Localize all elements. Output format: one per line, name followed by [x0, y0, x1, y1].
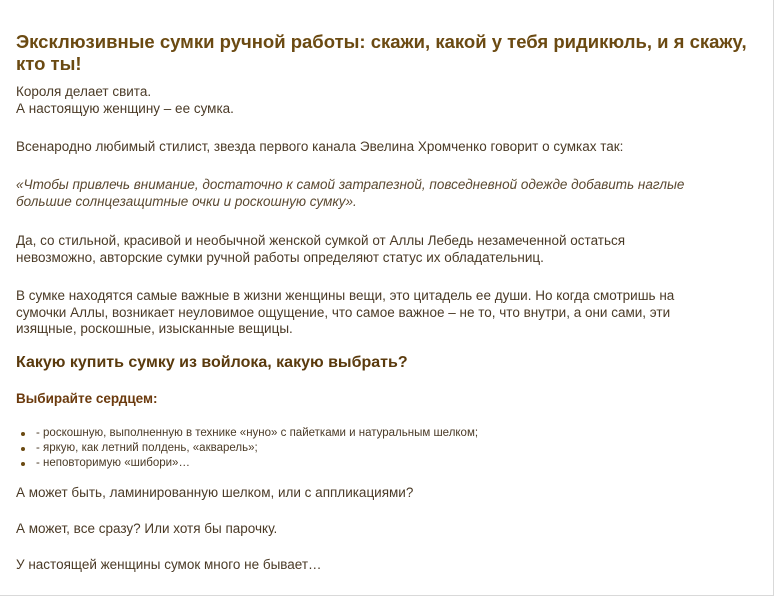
list-item-text: - неповторимую «шибори»… [36, 457, 190, 469]
subheading-which-bag: Какую купить сумку из войлока, какую выбрать? [16, 354, 408, 371]
bag-options-list [16, 426, 478, 471]
bullet-icon [21, 462, 25, 466]
intro-line-1: Короля делает свита. [16, 84, 152, 99]
article-title: Эксклюзивные сумки ручной работы: скажи, какой у тебя ридикюль, и я скажу, кто ты! [16, 31, 747, 74]
list-item [16, 426, 478, 441]
paragraph-citadel: В сумке находятся самые важные в жизни женщины вещи, это цитадель ее души. Но когда смотришь на сумочки Аллы, возникает неуловимое ощущение, что самое важное – не то, что внутри, а они сами, эти изящные, роскошные, изысканные вещицы. [16, 288, 675, 336]
paragraph-stylist: Всенародно любимый стилист, звезда первого канала Эвелина Хромченко говорит о сумках так: [16, 139, 624, 154]
intro-line-2: А настоящую женщину – ее сумка. [16, 101, 234, 116]
paragraph-laminated: А может быть, ламинированную шелком, или с аппликациями? [16, 485, 414, 500]
list-item-text: - яркую, как летний полдень, «акварель»; [36, 442, 258, 454]
bullet-icon [21, 432, 25, 436]
list-item [16, 456, 478, 471]
quote: «Чтобы привлечь внимание, достаточно к самой затрапезной, повседневной одежде добавить наглые большие солнцезащитные очки и роскошную сумку». [16, 177, 685, 209]
list-item-text: - роскошную, выполненную в технике «нуно» с пайетками и натуральным шелком; [36, 427, 479, 439]
list-item [16, 441, 478, 456]
paragraph-final: У настоящей женщины сумок много не бывает… [16, 557, 322, 572]
paragraph-all-at-once: А может, все сразу? Или хотя бы парочку. [16, 521, 278, 536]
paragraph-status: Да, со стильной, красивой и необычной женской сумкой от Аллы Лебедь незамеченной остаться невозможно, авторские сумки ручной работы определяют статус их обладательниц. [16, 233, 626, 265]
choose-heading: Выбирайте сердцем: [16, 391, 158, 406]
bullet-icon [21, 447, 25, 451]
